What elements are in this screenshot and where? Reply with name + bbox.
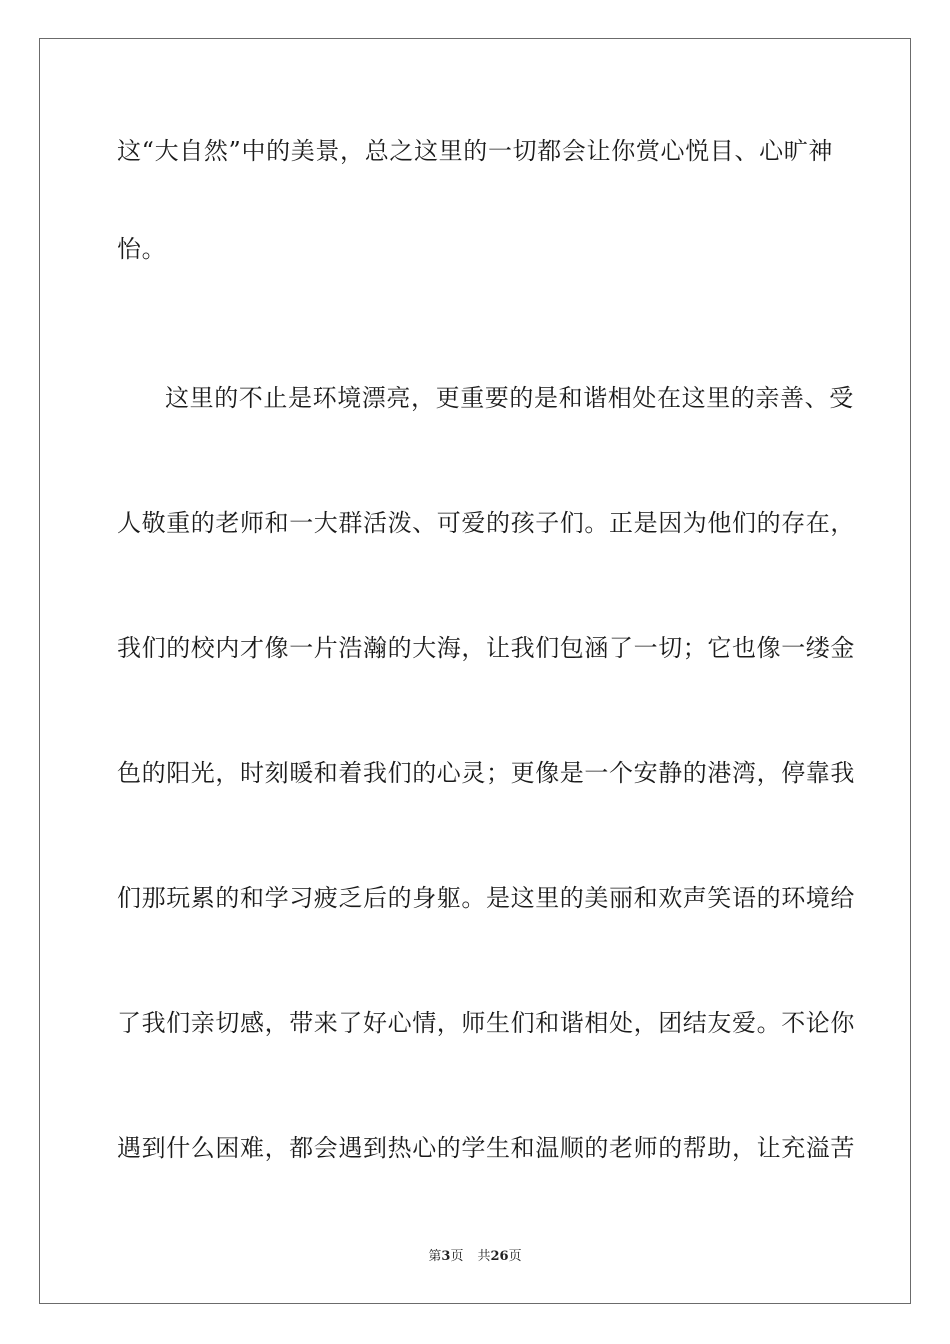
total-page-count: 26 [490,1249,509,1264]
text-line: 遇到什么困难，都会遇到热心的学生和温顺的老师的帮助，让充溢苦 [117,1134,855,1162]
page-label: 第3页 [428,1249,464,1264]
text-line: 这里的不止是环境漂亮，更重要的是和谐相处在这里的亲善、受 [165,384,854,412]
total-pages-label: 共26页 [477,1249,522,1264]
text-line: 这“大自然”中的美景，总之这里的一切都会让你赏心悦目、心旷神 [117,137,833,165]
text-line: 我们的校内才像一片浩瀚的大海，让我们包涵了一切；它也像一缕金 [117,634,855,662]
text-line: 了我们亲切感，带来了好心情，师生们和谐相处，团结友爱。不论你 [117,1009,855,1037]
current-page-number: 3 [441,1249,451,1264]
text-line: 怡。 [117,235,167,263]
page-footer [0,1248,950,1266]
text-line: 人敬重的老师和一大群活泼、可爱的孩子们。正是因为他们的存在， [117,509,855,537]
page-border [39,38,911,1304]
text-line: 们那玩累的和学习疲乏后的身躯。是这里的美丽和欢声笑语的环境给 [117,884,855,912]
text-line: 色的阳光，时刻暖和着我们的心灵；更像是一个安静的港湾，停靠我 [117,759,855,787]
